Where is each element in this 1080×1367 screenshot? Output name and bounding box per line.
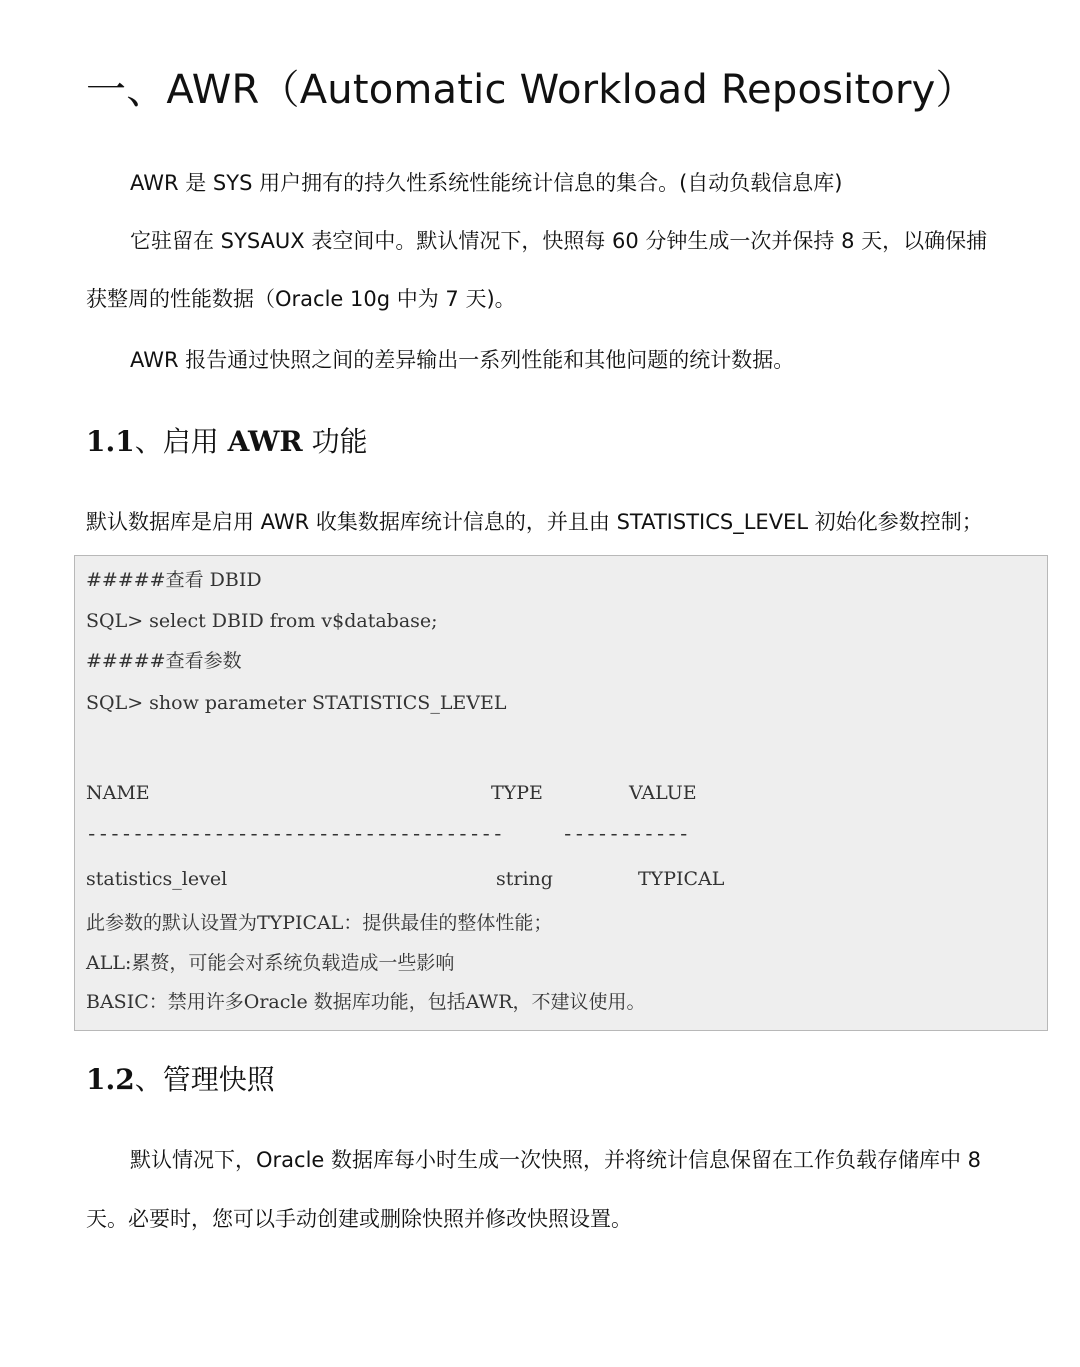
section-1-1-sep: 、启用 xyxy=(134,425,228,458)
section-1-2-paragraph-line-2: 天。必要时，您可以手动创建或删除快照并修改快照设置。 xyxy=(86,1207,632,1231)
code-dash-value: ----------- xyxy=(562,824,690,846)
section-1-1-rest: 功能 xyxy=(302,425,368,458)
intro-paragraph-1: AWR 是 SYS 用户拥有的持久性系统性能统计信息的集合。(自动负载信息库) xyxy=(130,171,843,195)
section-1-1-bold: AWR xyxy=(227,425,303,458)
section-1-1-heading xyxy=(86,422,368,462)
intro-paragraph-3: AWR 报告通过快照之间的差异输出一系列性能和其他问题的统计数据。 xyxy=(130,348,795,372)
code-col-name: NAME xyxy=(86,782,150,804)
intro-paragraph-2-line-2: 获整周的性能数据（Oracle 10g 中为 7 天)。 xyxy=(86,287,516,311)
intro-paragraph-2-line-1: 它驻留在 SYSAUX 表空间中。默认情况下，快照每 60 分钟生成一次并保持 8 天，以确保捕 xyxy=(130,229,988,253)
code-comment-param: #####查看参数 xyxy=(86,650,242,672)
section-1-1-description: 默认数据库是启用 AWR 收集数据库统计信息的，并且由 STATISTICS_LEVEL 初始化参数控制； xyxy=(86,510,983,534)
section-1-2-number: 1.2 xyxy=(86,1063,135,1096)
code-sql-dbid: SQL> select DBID from v$database; xyxy=(86,610,438,632)
code-block xyxy=(74,555,1048,1031)
code-sql-show-parameter: SQL> show parameter STATISTICS_LEVEL xyxy=(86,692,507,714)
code-row-name: statistics_level xyxy=(86,868,228,890)
code-comment-dbid: #####查看 DBID xyxy=(86,569,262,591)
section-1-2-paragraph-line-1: 默认情况下，Oracle 数据库每小时生成一次快照，并将统计信息保留在工作负载存储库中 8 xyxy=(130,1148,982,1172)
code-col-type: TYPE xyxy=(491,782,543,804)
code-row-value: TYPICAL xyxy=(638,868,725,890)
code-dash-name: ------------------------------------ xyxy=(86,824,504,846)
section-1-2-heading xyxy=(86,1060,275,1100)
code-col-value: VALUE xyxy=(629,782,697,804)
main-heading: 一、AWR（Automatic Workload Repository） xyxy=(86,67,976,113)
code-row-type: string xyxy=(496,868,553,890)
section-1-2-rest: 、管理快照 xyxy=(134,1063,275,1096)
code-note-typical: 此参数的默认设置为TYPICAL：提供最佳的整体性能； xyxy=(86,912,553,934)
code-note-basic: BASIC：禁用许多Oracle 数据库功能，包括AWR，不建议使用。 xyxy=(86,991,646,1013)
section-1-1-number: 1.1 xyxy=(86,425,135,458)
code-note-all: ALL:累赘，可能会对系统负载造成一些影响 xyxy=(86,952,455,974)
